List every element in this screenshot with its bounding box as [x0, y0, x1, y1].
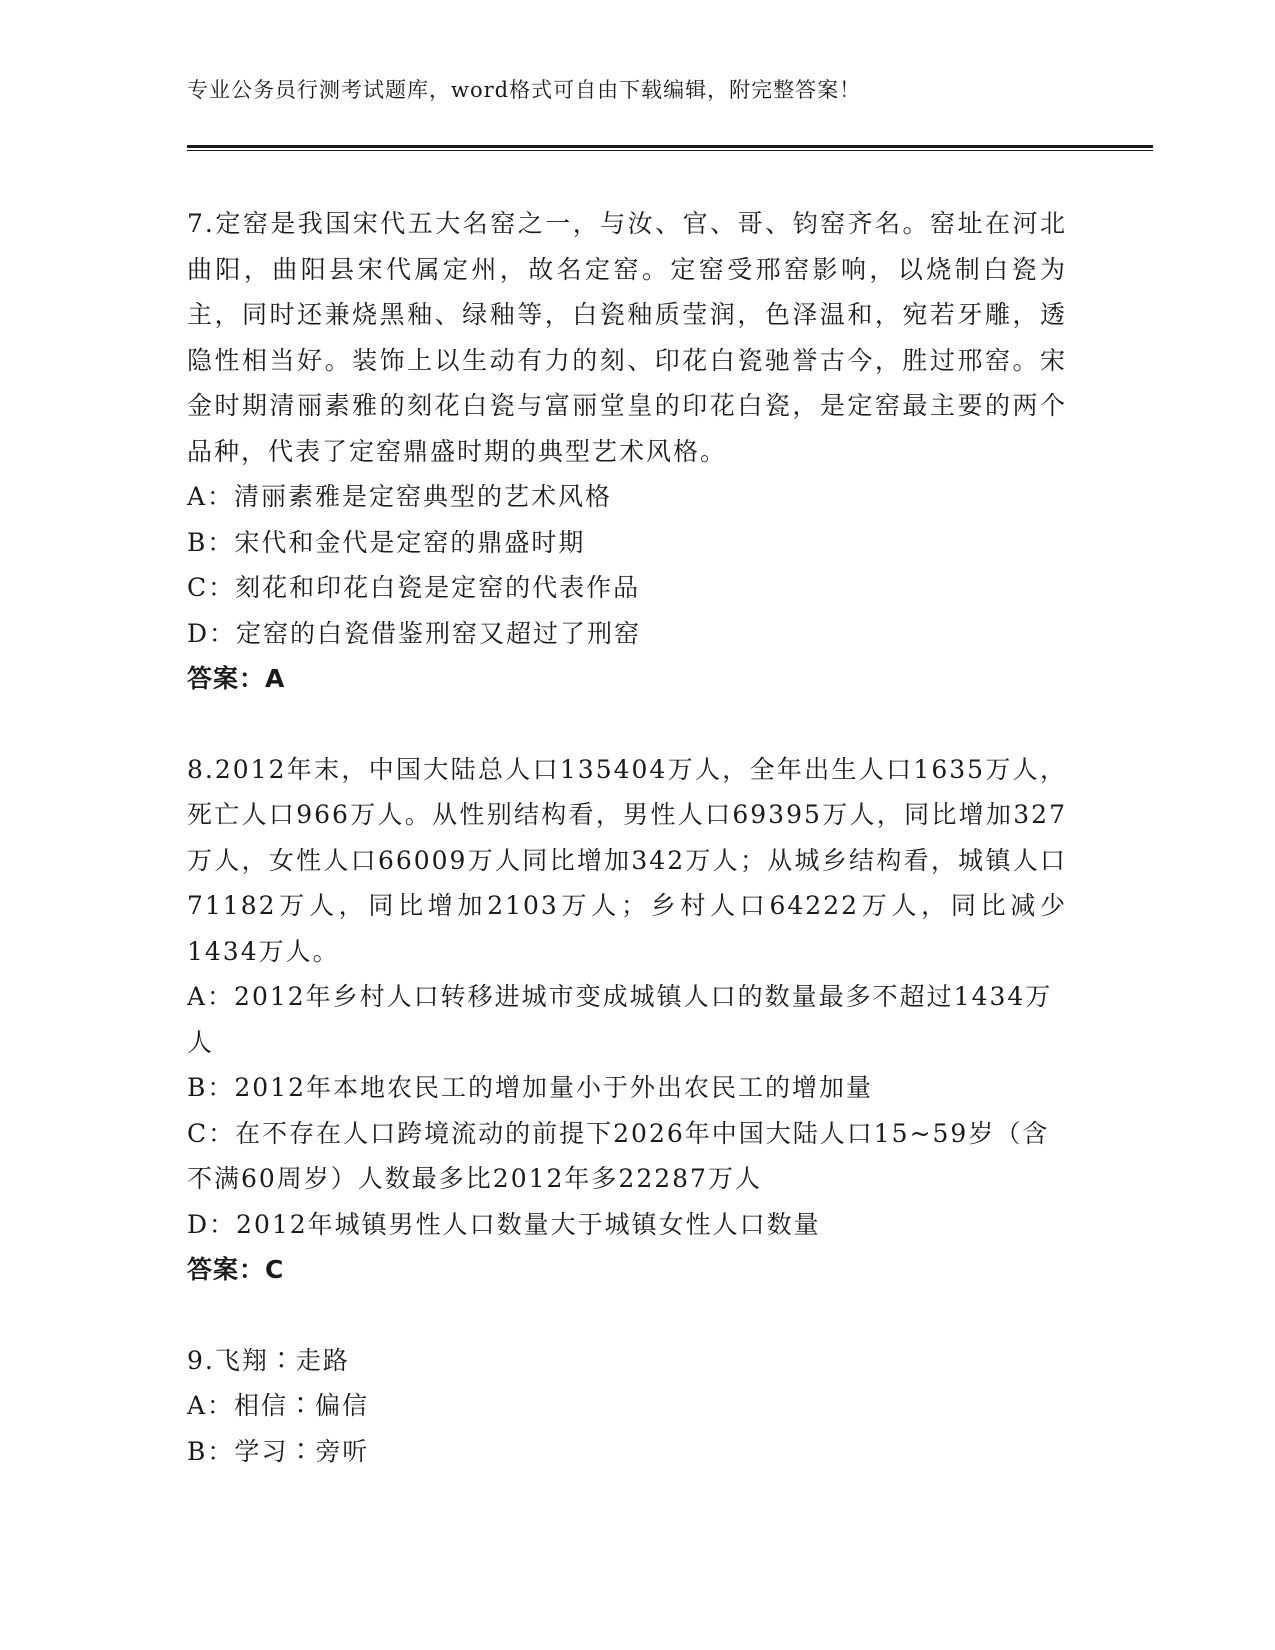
answer-label: 答案：A — [187, 664, 286, 693]
question-stem: 8.2012年末，中国大陆总人口135404万人，全年出生人口1635万人，死亡人口966万人。从性别结构看，男性人口69395万人，同比增加327万人，女性人口66009万人同比增加342万人；从城乡结构看，城镇人口71182万人，同比增加2103万人；乡村人口64222万人，同比减少1434万人。 — [187, 754, 1067, 966]
option-a: A：清丽素雅是定窑典型的艺术风格 — [187, 482, 613, 511]
option-b: B：学习∶旁听 — [187, 1436, 370, 1466]
option-d: D：定窑的白瓷借鉴刑窑又超过了刑窑 — [187, 618, 642, 648]
answer-label: 答案：C — [187, 1255, 285, 1284]
question-8 — [187, 747, 1067, 1293]
option-a: A：2012年乡村人口转移进城市变成城镇人口的数量最多不超过1434万人 — [187, 982, 1053, 1057]
option-c: C：刻花和印花白瓷是定窑的代表作品 — [187, 573, 641, 602]
header-divider-thick — [187, 145, 1153, 148]
header-divider-thin — [187, 150, 1153, 151]
question-9 — [187, 1338, 1067, 1475]
option-b: B：宋代和金代是定窑的鼎盛时期 — [187, 527, 586, 557]
option-d: D：2012年城镇男性人口数量大于城镇女性人口数量 — [187, 1209, 821, 1239]
question-stem: 9.飞翔∶走路 — [187, 1345, 350, 1375]
question-list — [187, 201, 1067, 1474]
question-stem: 7.定窑是我国宋代五大名窑之一，与汝、官、哥、钧窑齐名。窑址在河北曲阳，曲阳县宋代属定州，故名定窑。定窑受邢窑影响，以烧制白瓷为主，同时还兼烧黑釉、绿釉等，白瓷釉质莹润，色泽温和，宛若牙雕，透隐性相当好。装饰上以生动有力的刻、印花白瓷驰誉古今，胜过邢窑。宋金时期清丽素雅的刻花白瓷与富丽堂皇的印花白瓷，是定窑最主要的两个品种，代表了定窑鼎盛时期的典型艺术风格。 — [187, 209, 1067, 466]
question-7 — [187, 201, 1067, 702]
option-c: C：在不存在人口跨境流动的前提下2026年中国大陆人口15~59岁（含不满60周岁）人数最多比2012年多22287万人 — [187, 1118, 1050, 1193]
option-a: A：相信∶偏信 — [187, 1391, 370, 1420]
option-b: B：2012年本地农民工的增加量小于外出农民工的增加量 — [187, 1073, 873, 1102]
page-header: 专业公务员行测考试题库，word格式可自由下载编辑，附完整答案！ — [187, 78, 862, 102]
